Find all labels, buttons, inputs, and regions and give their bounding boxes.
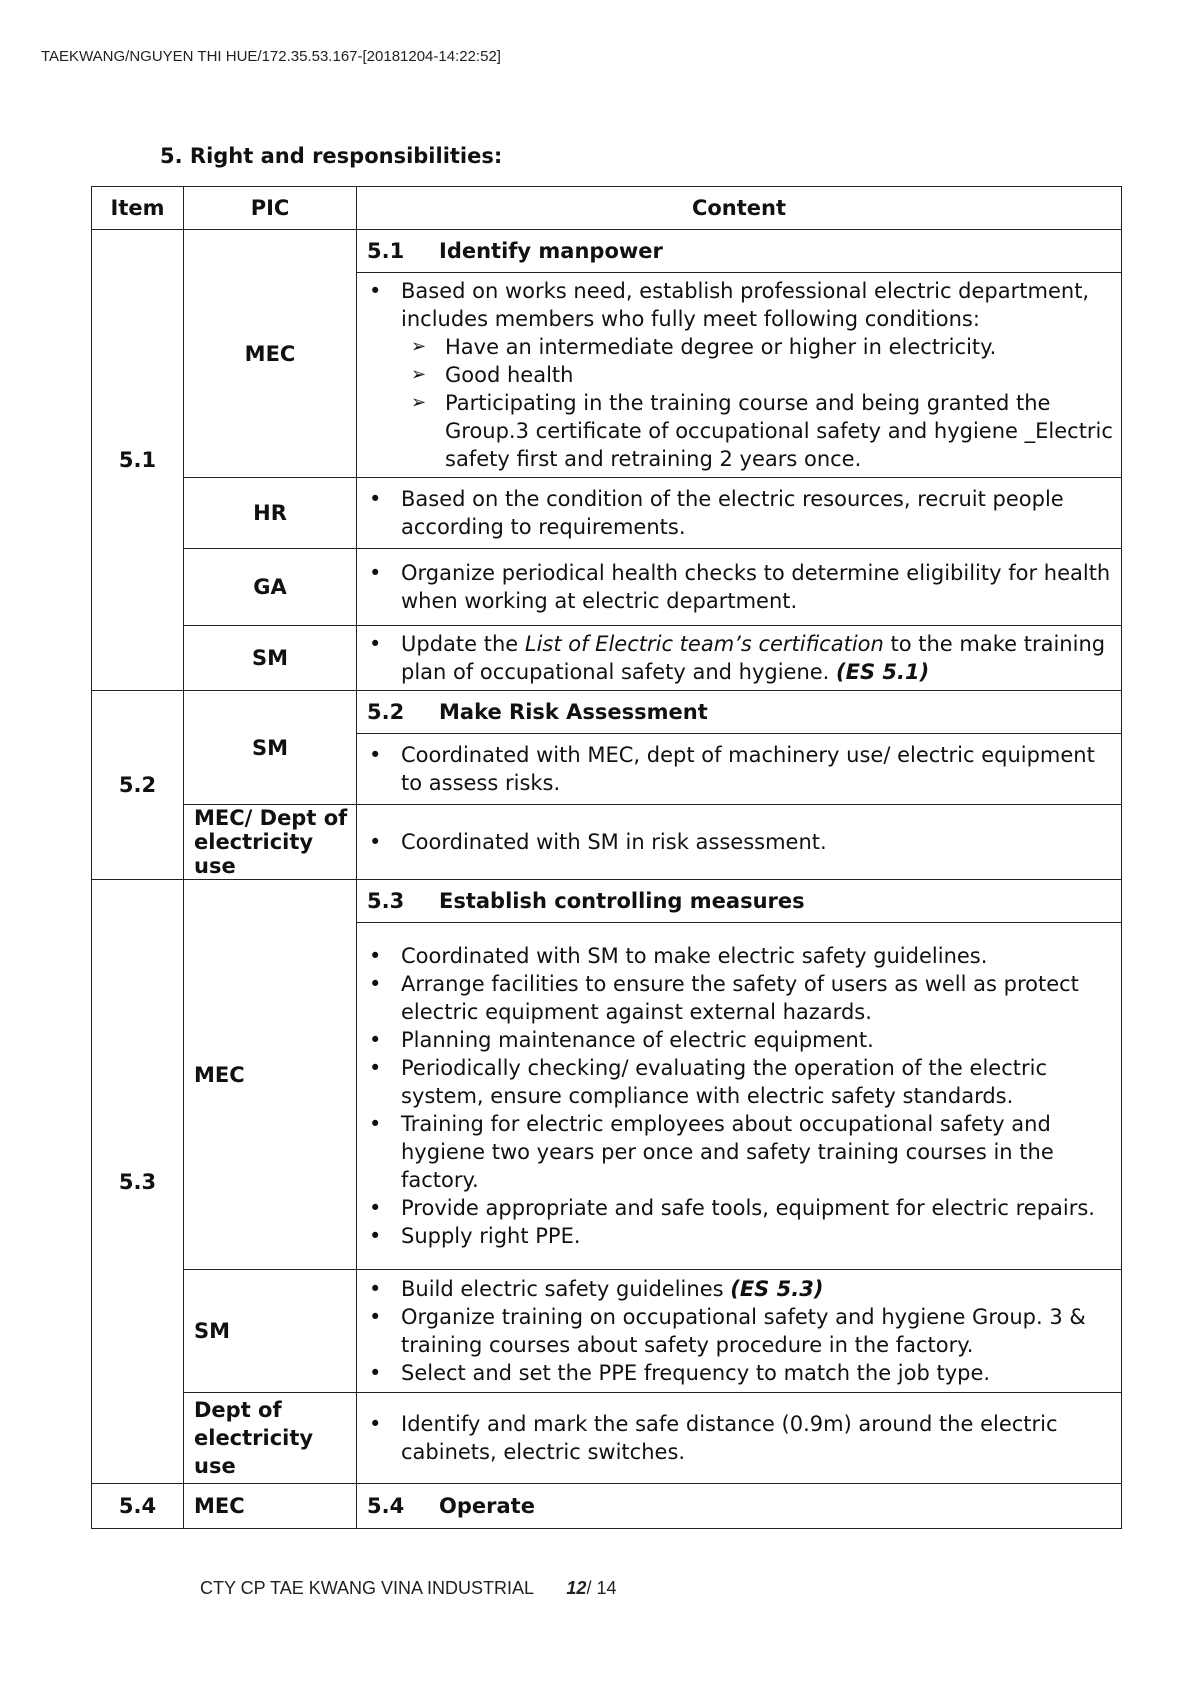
item-cell: 5.2 [92,691,184,880]
table-row [92,1393,1122,1484]
list-item: • Organize periodical health checks to determine eligibility for health when working at electric department. [365,559,1113,615]
company-name: CTY CP TAE KWANG VINA INDUSTRIAL [200,1578,534,1598]
list-item: • Planning maintenance of electric equipment. [365,1026,1113,1054]
table-row [92,805,1122,880]
document-title-ref: List of Electric team’s certification [524,632,884,656]
list-item [365,630,1113,686]
table-row [92,549,1122,626]
list-item [365,1275,1113,1303]
list-item: • Identify and mark the safe distance (0.9m) around the electric cabinets, electric switches. [365,1410,1113,1466]
pic-cell: MEC [184,880,357,1270]
pic-cell: MEC [184,230,357,478]
pic-cell: SM [184,626,357,691]
content-cell [357,1393,1122,1484]
pic-cell: SM [184,1270,357,1393]
item-cell: 5.4 [92,1484,184,1529]
page-number [566,1578,616,1598]
subsection-number: 5.1 [367,239,405,263]
pic-cell: HR [184,478,357,549]
table-row [92,626,1122,691]
list-item: • Coordinated with SM in risk assessment. [365,828,1113,856]
list-item: • Select and set the PPE frequency to match the job type. [365,1359,1113,1387]
list-item: • Periodically checking/ evaluating the operation of the electric system, ensure compliance with electric safety standards. [365,1054,1113,1110]
pic-cell: Dept of electricity use [184,1393,357,1484]
section-title: 5. Right and responsibilities: [160,144,503,168]
list-item [365,277,1113,473]
page-current: 12 [566,1578,587,1598]
subsection-number: 5.3 [367,889,405,913]
subsection-title: Identify manpower [439,239,663,263]
col-header-pic: PIC [184,187,357,230]
item-cell: 5.1 [92,230,184,691]
table-row [92,691,1122,734]
content-cell [357,734,1122,805]
standard-ref: (ES 5.1) [836,660,930,684]
content-cell [357,1270,1122,1393]
responsibilities-table [91,186,1122,1529]
bullet-text: Based on works need, establish professional electric department, includes members who fully meet following conditions: [401,279,1090,331]
list-item: • Arrange facilities to ensure the safety of users as well as protect electric equipment against external hazards. [365,970,1113,1026]
table-row [92,478,1122,549]
table-row [92,1484,1122,1529]
content-cell [357,626,1122,691]
table-header-row [92,187,1122,230]
table-row [92,880,1122,923]
content-cell [357,549,1122,626]
list-item: • Provide appropriate and safe tools, equipment for electric repairs. [365,1194,1113,1222]
list-item: • Based on the condition of the electric resources, recruit people according to requirements. [365,485,1113,541]
text-run: Update the [401,632,525,656]
subsection-title: Make Risk Assessment [439,700,708,724]
text-run: to the make training plan of occupational safety and hygiene. [401,632,1106,684]
subsection-title: Operate [439,1494,535,1518]
list-item: • Coordinated with MEC, dept of machinery use/ electric equipment to assess risks. [365,741,1113,797]
content-cell [357,805,1122,880]
subsection-heading [357,880,1122,923]
subsection-title: Establish controlling measures [439,889,805,913]
subsection-heading [357,230,1122,273]
standard-ref: (ES 5.3) [730,1277,824,1301]
pic-cell: SM [184,691,357,805]
content-cell [357,923,1122,1270]
pic-cell: MEC/ Dept of electricity use [184,805,357,880]
table-row [92,230,1122,273]
col-header-item: Item [92,187,184,230]
page-total: / 14 [586,1578,617,1598]
list-item: ➢ Good health [401,361,1113,389]
list-item: ➢ Participating in the training course and being granted the Group.3 certificate of occupational safety and hygiene _Electric safety first and retraining 2 years once. [401,389,1113,473]
list-item: • Coordinated with SM to make electric safety guidelines. [365,942,1113,970]
content-cell [357,478,1122,549]
subsection-number: 5.2 [367,700,405,724]
subsection-heading [357,1484,1122,1529]
item-cell: 5.3 [92,880,184,1484]
list-item: • Training for electric employees about occupational safety and hygiene two years per once and safety training courses in the factory. [365,1110,1113,1194]
col-header-content: Content [357,187,1122,230]
table-row [92,1270,1122,1393]
list-item: • Organize training on occupational safety and hygiene Group. 3 & training courses about safety procedure in the factory. [365,1303,1113,1359]
page-footer [200,1578,616,1599]
subsection-heading [357,691,1122,734]
list-item: ➢ Have an intermediate degree or higher in electricity. [401,333,1113,361]
document-stamp: TAEKWANG/NGUYEN THI HUE/172.35.53.167-[20181204-14:22:52] [41,48,501,65]
subsection-number: 5.4 [367,1494,405,1518]
text-run: Build electric safety guidelines [401,1277,731,1301]
list-item: • Supply right PPE. [365,1222,1113,1250]
pic-cell: GA [184,549,357,626]
pic-cell: MEC [184,1484,357,1529]
content-cell [357,273,1122,478]
